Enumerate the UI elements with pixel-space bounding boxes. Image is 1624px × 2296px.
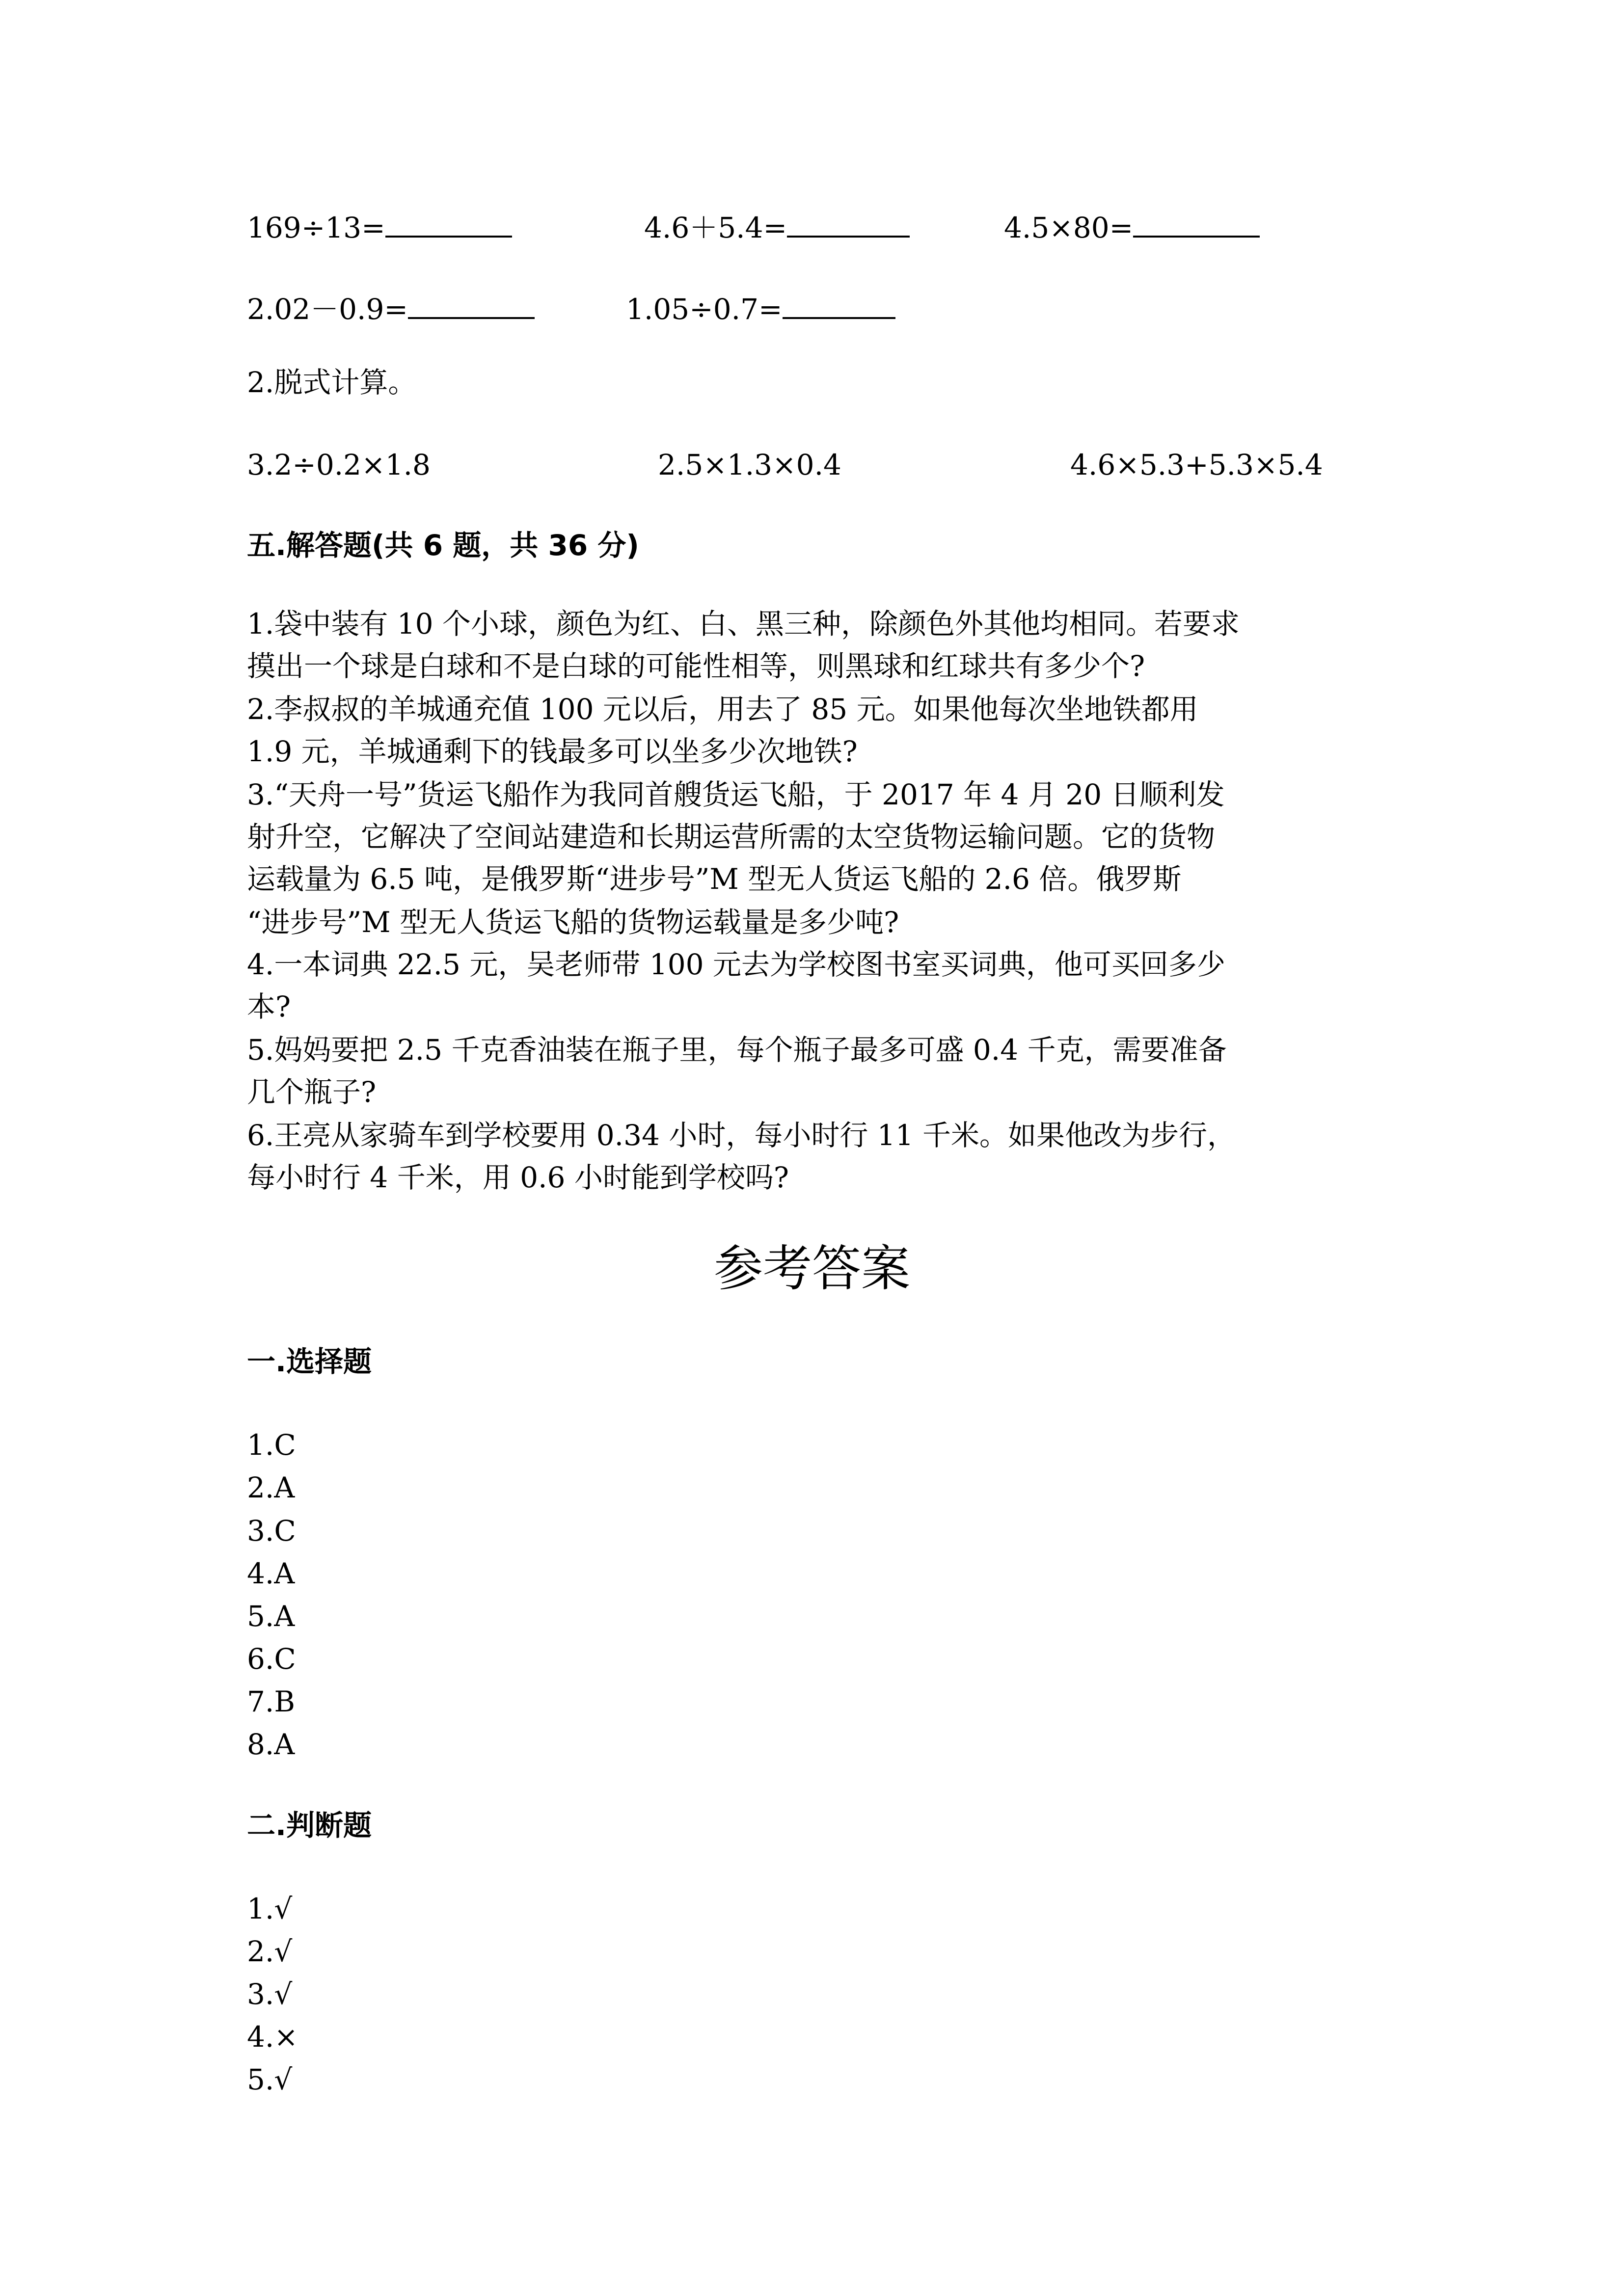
answer-item: 2.A xyxy=(247,1471,295,1504)
problem-line: 1.袋中装有 10 个小球，颜色为红、白、黑三种，除颜色外其他均相同。若要求 xyxy=(247,607,1240,641)
expression: 2.02－0.9= xyxy=(247,293,408,326)
answer-item: 1.√ xyxy=(247,1892,293,1925)
expression: 4.6＋5.4= xyxy=(644,211,787,244)
answer-blank xyxy=(783,292,895,319)
problem-line: 4.一本词典 22.5 元，吴老师带 100 元去为学校图书室买词典，他可买回多少 xyxy=(247,948,1225,981)
answer-item: 5.A xyxy=(247,1600,295,1633)
step-calc-item: 3.2÷0.2×1.8 xyxy=(247,448,431,481)
step-calc-item: 4.6×5.3+5.3×5.4 xyxy=(1070,448,1323,481)
section-heading: 二.判断题 xyxy=(247,1809,372,1842)
step-calc-heading: 2.脱式计算。 xyxy=(247,366,417,399)
expression: 4.5×80= xyxy=(1004,211,1134,244)
answer-item: 2.√ xyxy=(247,1935,293,1968)
answer-blank xyxy=(408,292,535,319)
problem-line: 本? xyxy=(247,990,291,1023)
problem-line: 几个瓶子? xyxy=(247,1075,377,1109)
answer-item: 4.A xyxy=(247,1557,295,1590)
expression: 169÷13= xyxy=(247,211,385,244)
problem-line: 射升空，它解决了空间站建造和长期运营所需的太空货物运输问题。它的货物 xyxy=(247,820,1216,854)
section-heading: 五.解答题(共 6 题，共 36 分) xyxy=(247,529,639,562)
problem-line: 6.王亮从家骑车到学校要用 0.34 小时，每小时行 11 千米。如果他改为步行， xyxy=(247,1119,1236,1152)
problem-line: 1.9 元，羊城通剩下的钱最多可以坐多少次地铁? xyxy=(247,735,858,768)
answer-blank xyxy=(385,210,512,238)
problem-line: 5.妈妈要把 2.5 千克香油装在瓶子里，每个瓶子最多可盛 0.4 千克，需要准备 xyxy=(247,1033,1227,1067)
oral-calc-item xyxy=(626,292,895,326)
answers-title: 参考答案 xyxy=(714,1240,910,1297)
answer-item: 4.× xyxy=(247,2020,298,2054)
problem-line: 2.李叔叔的羊城通充值 100 元以后，用去了 85 元。如果他每次坐地铁都用 xyxy=(247,693,1198,726)
answer-item: 8.A xyxy=(247,1728,295,1761)
answer-blank xyxy=(787,210,910,238)
problem-line: 运载量为 6.5 吨，是俄罗斯“进步号”M 型无人货运飞船的 2.6 倍。俄罗斯 xyxy=(247,862,1182,896)
oral-calc-item xyxy=(644,210,910,242)
expression: 1.05÷0.7= xyxy=(626,293,783,326)
answer-item: 1.C xyxy=(247,1428,296,1462)
answer-item: 7.B xyxy=(247,1685,295,1718)
oral-calc-item xyxy=(247,292,535,326)
answer-item: 5.√ xyxy=(247,2063,293,2096)
oral-calc-item xyxy=(247,210,512,242)
problem-line: 3.“天舟一号”货运飞船作为我同首艘货运飞船，于 2017 年 4 月 20 日顺利发 xyxy=(247,778,1225,811)
oral-calc-item xyxy=(1004,210,1260,242)
section-heading: 一.选择题 xyxy=(247,1345,372,1378)
problem-line: “进步号”M 型无人货运飞船的货物运载量是多少吨? xyxy=(247,906,899,939)
step-calc-item: 2.5×1.3×0.4 xyxy=(658,448,841,481)
answer-item: 6.C xyxy=(247,1642,296,1676)
problem-line: 每小时行 4 千米，用 0.6 小时能到学校吗? xyxy=(247,1161,789,1194)
problem-line: 摸出一个球是白球和不是白球的可能性相等，则黑球和红球共有多少个? xyxy=(247,649,1145,683)
answer-item: 3.√ xyxy=(247,1977,293,2011)
answer-blank xyxy=(1133,210,1260,238)
answer-item: 3.C xyxy=(247,1514,296,1548)
